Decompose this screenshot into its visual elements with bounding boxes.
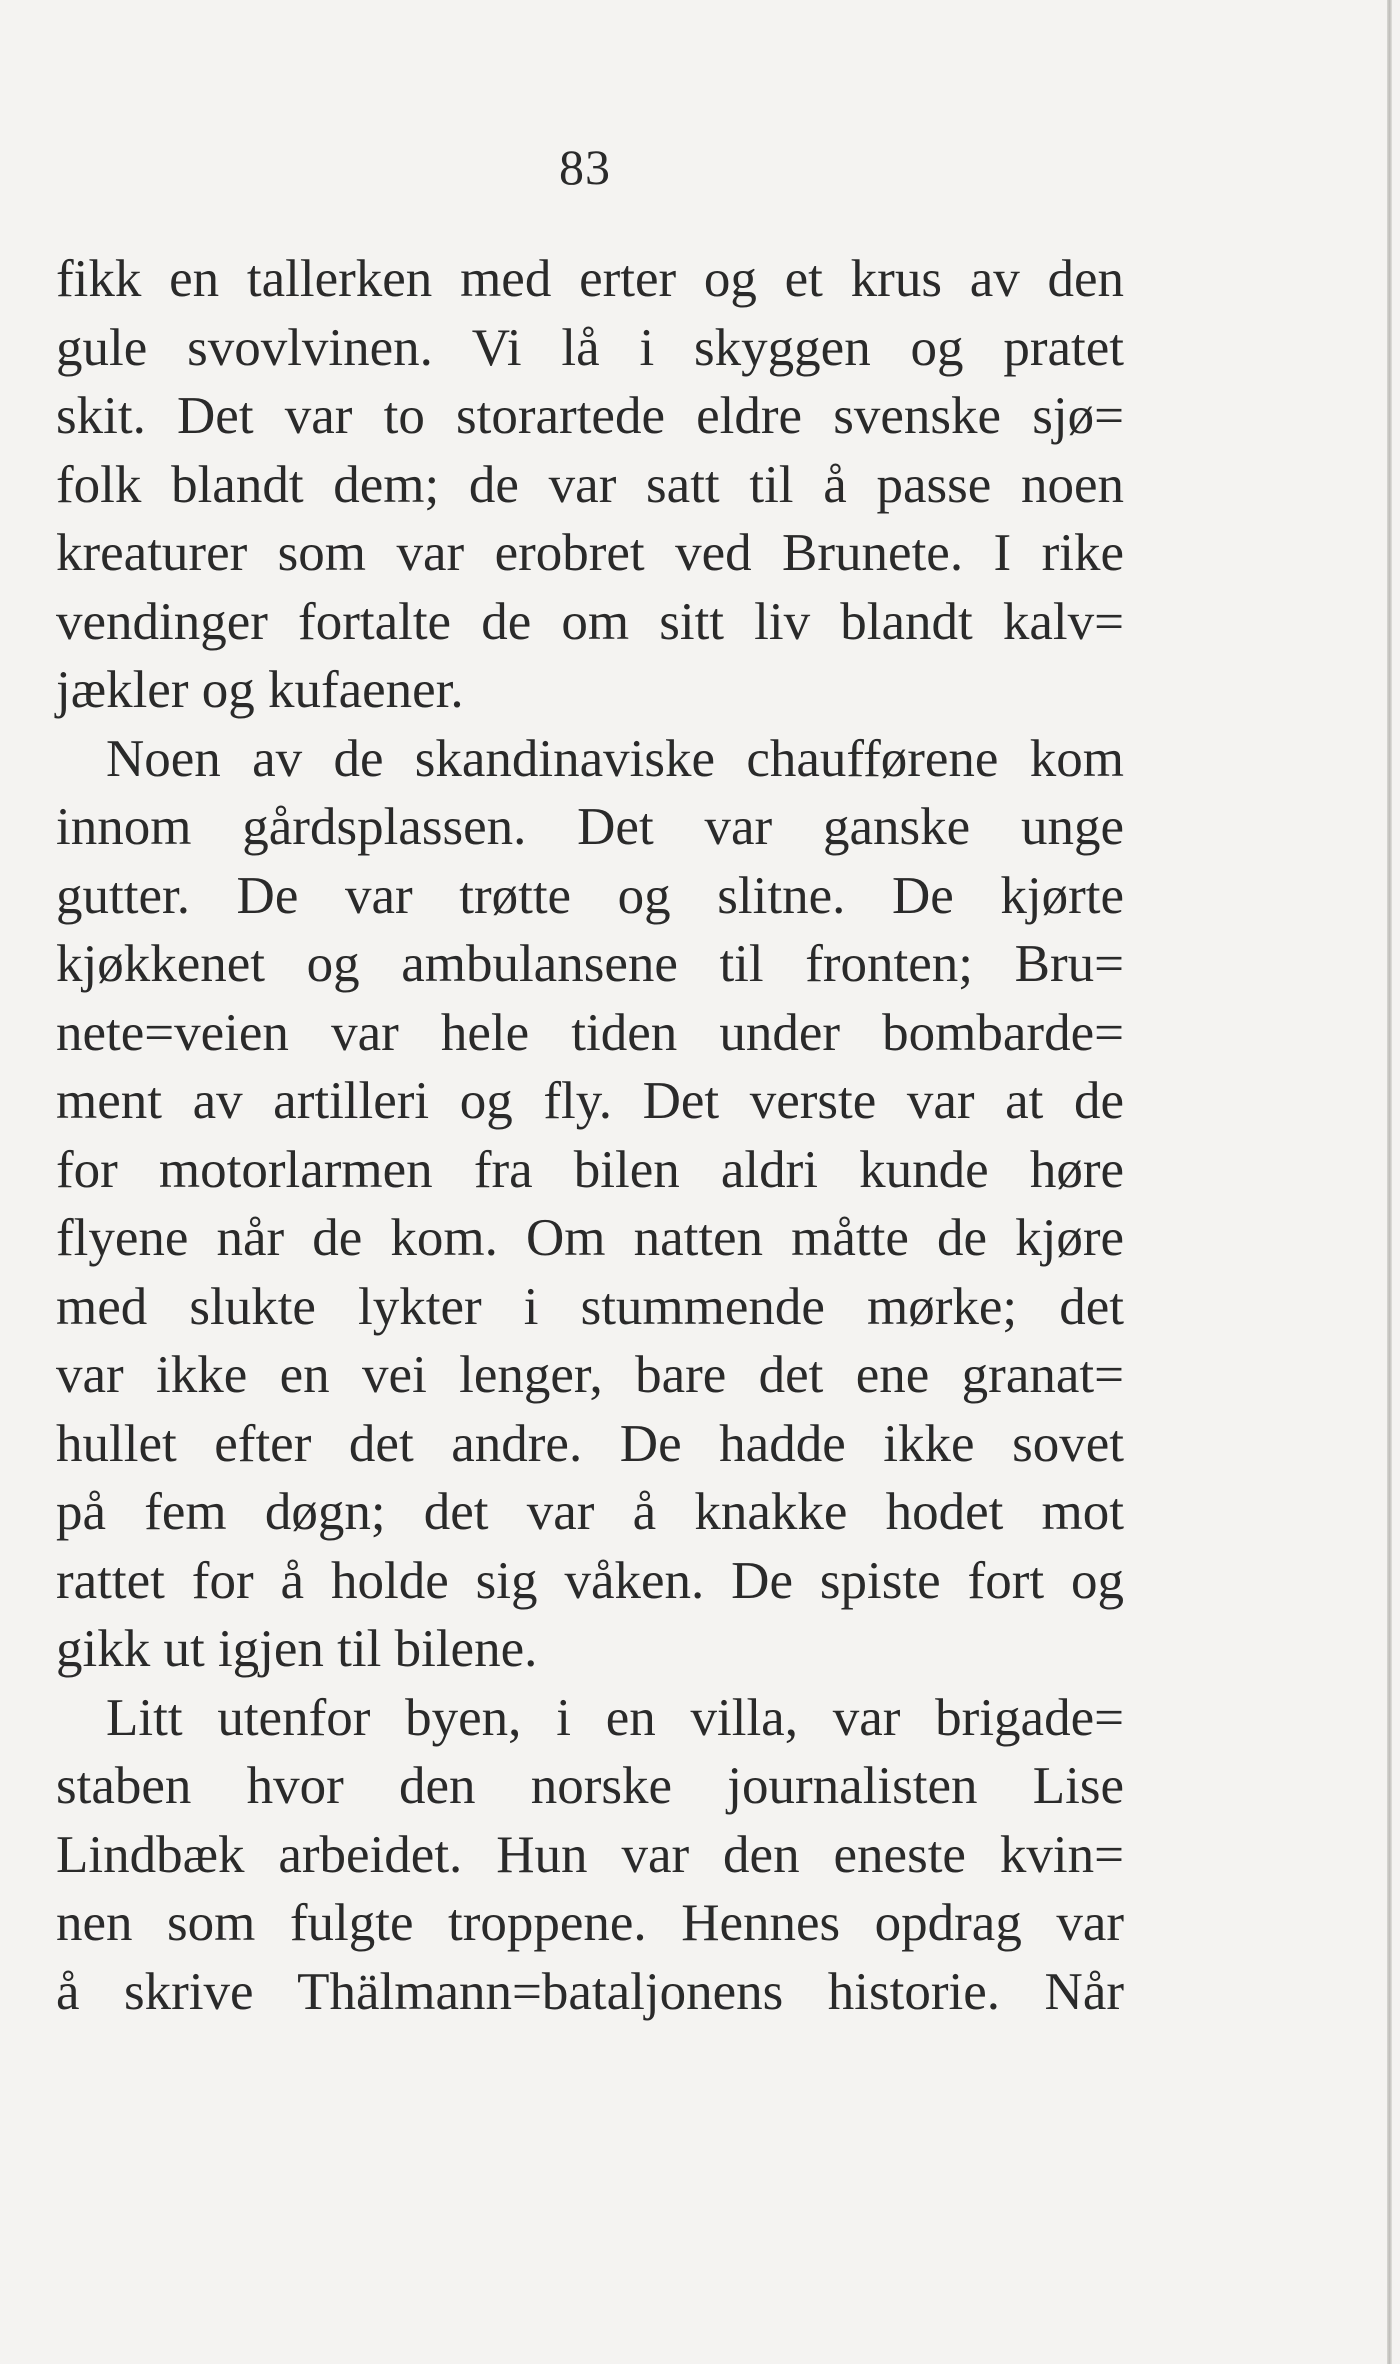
text-line: vendinger fortalte de om sitt liv blandt kalv=	[56, 592, 1124, 651]
text-line: skit. Det var to storartede eldre svenske sjø=	[56, 387, 1124, 445]
text-line: Noen av de skandinaviske chaufførene kom	[106, 729, 1124, 788]
text-line: rattet for å holde sig våken. De spiste fort og	[56, 1551, 1124, 1610]
text-line: Litt utenfor byen, i en villa, var brigade=	[106, 1688, 1124, 1747]
text-line: fikk en tallerken med erter og et krus av den	[56, 250, 1124, 308]
text-line: Lindbæk arbeidet. Hun var den eneste kvin=	[56, 1825, 1124, 1884]
page-number: 83	[559, 139, 611, 195]
text-line: gutter. De var trøtte og slitne. De kjørte	[56, 866, 1124, 925]
text-line: jækler og kufaener.	[56, 661, 464, 719]
body-text	[56, 245, 1124, 2026]
text-line: hullet efter det andre. De hadde ikke sovet	[56, 1414, 1124, 1473]
text-line: for motorlarmen fra bilen aldri kunde høre	[56, 1140, 1124, 1199]
text-line: nen som fulgte troppene. Hennes opdrag var	[56, 1894, 1124, 1952]
text-line: gikk ut igjen til bilene.	[56, 1620, 538, 1678]
text-line: innom gårdsplassen. Det var ganske unge	[56, 798, 1124, 856]
text-line: folk blandt dem; de var satt til å passe noen	[56, 455, 1124, 514]
text-line: staben hvor den norske journalisten Lise	[56, 1757, 1124, 1815]
text-line: kjøkkenet og ambulansene til fronten; Bru=	[56, 935, 1124, 993]
scan-edge-line	[1387, 0, 1392, 2364]
text-line: med slukte lykter i stummende mørke; det	[56, 1277, 1124, 1336]
text-line: på fem døgn; det var å knakke hodet mot	[56, 1483, 1124, 1541]
text-line: gule svovlvinen. Vi lå i skyggen og pratet	[56, 318, 1124, 377]
text-line: var ikke en vei lenger, bare det ene granat=	[56, 1346, 1124, 1404]
text-line: nete=veien var hele tiden under bombarde=	[56, 1003, 1124, 1062]
text-line: å skrive Thälmann=bataljonens historie. Når	[56, 1962, 1124, 2021]
text-line: kreaturer som var erobret ved Brunete. I rike	[56, 524, 1124, 582]
text-line: ment av artilleri og fly. Det verste var at de	[56, 1072, 1124, 1130]
text-line: flyene når de kom. Om natten måtte de kjøre	[56, 1209, 1124, 1267]
